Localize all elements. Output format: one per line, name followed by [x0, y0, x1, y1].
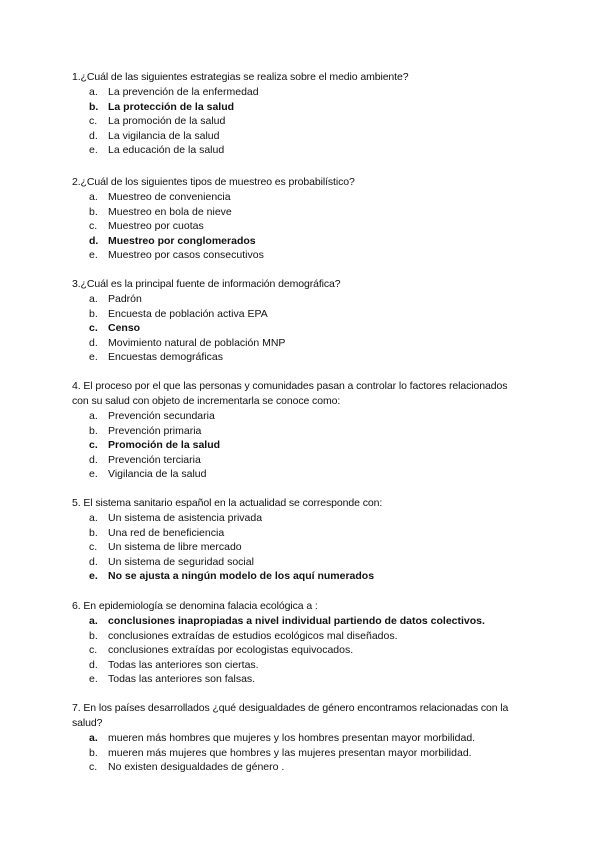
option-b — [72, 307, 522, 322]
option-d — [72, 234, 522, 249]
option-text: Un sistema de seguridad social — [108, 555, 254, 568]
question-text: 7. En los países desarrollados ¿qué desigualdades de género encontramos relacionadas con la salud? — [72, 702, 509, 729]
question-4 — [72, 379, 522, 482]
option-letter: a. — [89, 732, 98, 744]
option-c — [72, 540, 522, 555]
option-text: Promoción de la salud — [108, 439, 221, 452]
option-a — [72, 85, 522, 100]
option-letter: a. — [89, 86, 98, 98]
option-text: Muestreo por casos consecutivos — [108, 249, 264, 262]
option-text: conclusiones inapropiadas a nivel individual partiendo de datos colectivos. — [108, 615, 485, 627]
option-letter: a. — [89, 293, 98, 305]
option-list — [72, 190, 522, 263]
question-text: 6. En epidemiología se denomina falacia ecológica a : — [72, 600, 318, 612]
question-text: 4. El proceso por el que las personas y comunidades pasan a controlar lo factores relacionados con su salud con objeto de incrementarla se conoce como: — [72, 380, 508, 407]
option-a — [72, 511, 522, 526]
option-text: Muestreo de conveniencia — [108, 191, 231, 203]
option-letter: c. — [89, 541, 98, 554]
option-letter: b. — [89, 629, 98, 642]
option-d — [72, 453, 522, 468]
option-letter: d. — [89, 453, 98, 466]
option-text: La vigilancia de la salud — [108, 129, 220, 142]
option-list — [72, 731, 522, 775]
option-text: La educación de la salud — [108, 144, 225, 157]
option-text: mueren más mujeres que hombres y las mujeres presentan mayor morbilidad. — [108, 746, 472, 759]
option-list — [72, 85, 522, 158]
option-d — [72, 336, 522, 351]
question-6 — [72, 599, 522, 687]
option-letter: e. — [89, 468, 98, 481]
option-d — [72, 555, 522, 570]
option-text: Movimiento natural de población MNP — [108, 336, 286, 349]
option-letter: a. — [89, 191, 98, 203]
option-letter: d. — [89, 336, 98, 349]
option-text: No se ajusta a ningún modelo de los aquí numerados — [108, 570, 375, 583]
option-text: conclusiones extraídas de estudios ecológicos mal diseñados. — [108, 629, 398, 642]
option-text: Prevención primaria — [108, 424, 202, 437]
option-text: conclusiones extraídas por ecologistas equivocados. — [108, 644, 354, 657]
option-letter: e. — [89, 351, 98, 364]
option-letter: e. — [89, 673, 98, 686]
option-letter: c. — [89, 761, 98, 774]
option-letter: a. — [89, 512, 98, 524]
option-text: Una red de beneficiencia — [108, 526, 225, 539]
option-text: Encuestas demográficas — [108, 351, 223, 364]
option-text: mueren más hombres que mujeres y los hombres presentan mayor morbilidad. — [108, 732, 476, 744]
option-e — [72, 143, 522, 158]
option-c — [72, 760, 522, 775]
option-letter: b. — [89, 100, 99, 113]
option-letter: d. — [89, 234, 99, 247]
option-letter: e. — [89, 570, 98, 583]
option-text: No existen desigualdades de género . — [108, 761, 285, 774]
option-text: La prevención de la enfermedad — [108, 86, 259, 98]
option-a — [72, 190, 522, 205]
question-text: 5. El sistema sanitario español en la actualidad se corresponde con: — [72, 497, 383, 509]
option-text: La protección de la salud — [108, 100, 235, 113]
option-letter: e. — [89, 144, 98, 157]
option-b — [72, 205, 522, 220]
question-2 — [72, 175, 522, 263]
option-text: Un sistema de libre mercado — [108, 541, 242, 554]
option-letter: c. — [89, 220, 98, 233]
option-letter: b. — [89, 307, 98, 320]
option-text: La promoción de la salud — [108, 115, 226, 128]
option-d — [72, 658, 522, 673]
option-b — [72, 100, 522, 115]
option-letter: a. — [89, 410, 98, 422]
option-letter: b. — [89, 424, 98, 437]
option-text: Prevención secundaria — [108, 410, 215, 422]
option-list — [72, 292, 522, 365]
option-list — [72, 409, 522, 482]
question-1 — [72, 70, 522, 158]
option-b — [72, 746, 522, 761]
option-letter: b. — [89, 746, 98, 759]
option-text: Muestreo en bola de nieve — [108, 205, 232, 218]
option-letter: e. — [89, 249, 98, 262]
option-a — [72, 614, 522, 629]
option-list — [72, 511, 522, 584]
option-a — [72, 292, 522, 307]
question-3 — [72, 277, 522, 365]
option-letter: c. — [89, 439, 98, 452]
question-text: 3.¿Cuál es la principal fuente de información demográfica? — [72, 278, 341, 290]
option-c — [72, 438, 522, 453]
option-c — [72, 219, 522, 234]
option-text: Un sistema de asistencia privada — [108, 512, 263, 524]
option-text: Muestreo por conglomerados — [108, 234, 256, 247]
option-letter: c. — [89, 115, 98, 128]
option-text: Vigilancia de la salud — [108, 468, 207, 481]
option-b — [72, 526, 522, 541]
option-b — [72, 629, 522, 644]
option-text: Prevención terciaria — [108, 453, 201, 466]
option-letter: c. — [89, 644, 98, 657]
option-d — [72, 129, 522, 144]
option-c — [72, 114, 522, 129]
option-letter: d. — [89, 658, 98, 671]
option-text: Muestreo por cuotas — [108, 220, 204, 233]
option-text: Todas las anteriores son falsas. — [108, 673, 256, 686]
option-e — [72, 248, 522, 263]
option-a — [72, 731, 522, 746]
question-text: 1.¿Cuál de las siguientes estrategias se realiza sobre el medio ambiente? — [72, 71, 409, 83]
option-text: Todas las anteriores son ciertas. — [108, 658, 259, 671]
option-e — [72, 672, 522, 687]
option-list — [72, 614, 522, 687]
option-e — [72, 350, 522, 365]
option-letter: b. — [89, 526, 98, 539]
option-letter: a. — [89, 615, 98, 627]
question-7 — [72, 701, 522, 775]
option-letter: d. — [89, 129, 98, 142]
option-letter: c. — [89, 322, 98, 335]
option-text: Censo — [108, 322, 141, 335]
option-c — [72, 321, 522, 336]
option-c — [72, 643, 522, 658]
option-b — [72, 424, 522, 439]
option-a — [72, 409, 522, 424]
option-letter: d. — [89, 555, 98, 568]
option-text: Encuesta de población activa EPA — [108, 307, 268, 320]
question-text: 2.¿Cuál de los siguientes tipos de muestreo es probabilístico? — [72, 176, 355, 188]
option-letter: b. — [89, 205, 98, 218]
option-e — [72, 569, 522, 584]
option-text: Padrón — [108, 293, 142, 305]
option-e — [72, 467, 522, 482]
question-5 — [72, 496, 522, 584]
